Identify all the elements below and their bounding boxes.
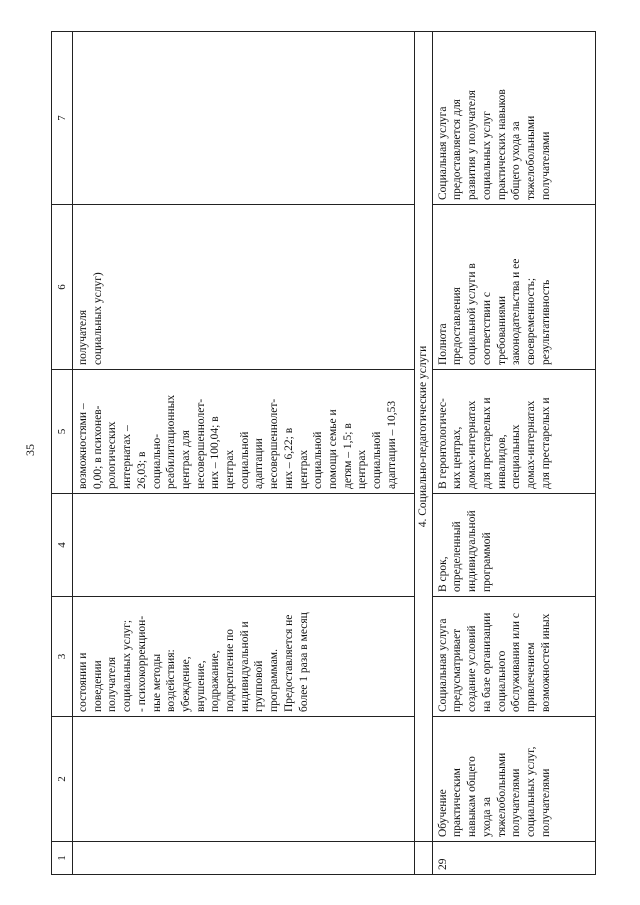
header-col-7: 7 bbox=[52, 32, 73, 205]
header-col-4: 4 bbox=[52, 494, 73, 597]
row29-quality-indicators: Полнота предоставления социальной услуги в соответствии с требованиями законодательства и ее своевременность; результативность bbox=[432, 205, 595, 370]
cont-col-1 bbox=[73, 842, 415, 875]
cont-col-2 bbox=[73, 717, 415, 842]
cont-col-5: возможностями – 0,00; в психонев- рологических интернатах – 26,03; в социально- реабилитационных центрах для несовершеннолет- них – 100,04; в центрах социальной адаптации несовершеннолет- них – 6,22; в центрах социальной помощи семье и детям – 1,5; в центрах социальной адаптации – 10,53 bbox=[73, 370, 415, 494]
header-col-5: 5 bbox=[52, 370, 73, 494]
row29-description: Социальная услуга предусматривает создание условий на базе организации социального обслуживания или с привлечением возможностей иных bbox=[432, 597, 595, 717]
row29-tariff: В геронтологичес- ких центрах, домах-интернатах для престарелых и инвалидов, специальных домах-интернатах для престарелых и bbox=[432, 370, 595, 494]
rotated-table-sheet bbox=[51, 32, 596, 875]
section-spacer bbox=[415, 842, 433, 875]
header-col-2: 2 bbox=[52, 717, 73, 842]
row29-service-name: Обучение практическим навыкам общего ухода за тяжелобольными получателями социальных услуг, получателями bbox=[432, 717, 595, 842]
continuation-row bbox=[73, 32, 415, 875]
row29-conditions: Социальная услуга предоставляется для развития у получателя социальных услуг практических навыков общего ухода за тяжелобольными получателями bbox=[432, 32, 595, 205]
page-number: 35 bbox=[23, 444, 37, 456]
header-row bbox=[52, 32, 73, 875]
cont-col-6: получателя социальных услуг) bbox=[73, 205, 415, 370]
cont-col-4 bbox=[73, 494, 415, 597]
row29-number: 29 bbox=[432, 842, 595, 875]
services-table bbox=[51, 31, 596, 875]
section-row bbox=[415, 32, 433, 875]
row-29 bbox=[432, 32, 595, 875]
header-col-6: 6 bbox=[52, 205, 73, 370]
cont-col-7 bbox=[73, 32, 415, 205]
section-title: 4. Социально-педагогические услуги bbox=[415, 32, 433, 842]
header-col-3: 3 bbox=[52, 597, 73, 717]
header-col-1: 1 bbox=[52, 842, 73, 875]
cont-col-3: состоянии и поведении получателя социальных услуг; - психокоррекцион- ные методы воздействия: убеждение, внушение, подражание, подкрепление по индивидуальной и групповой программам. Предоставляется не более 1 раза в месяц bbox=[73, 597, 415, 717]
row29-deadline: В срок, определенный индивидуальной программой bbox=[432, 494, 595, 597]
